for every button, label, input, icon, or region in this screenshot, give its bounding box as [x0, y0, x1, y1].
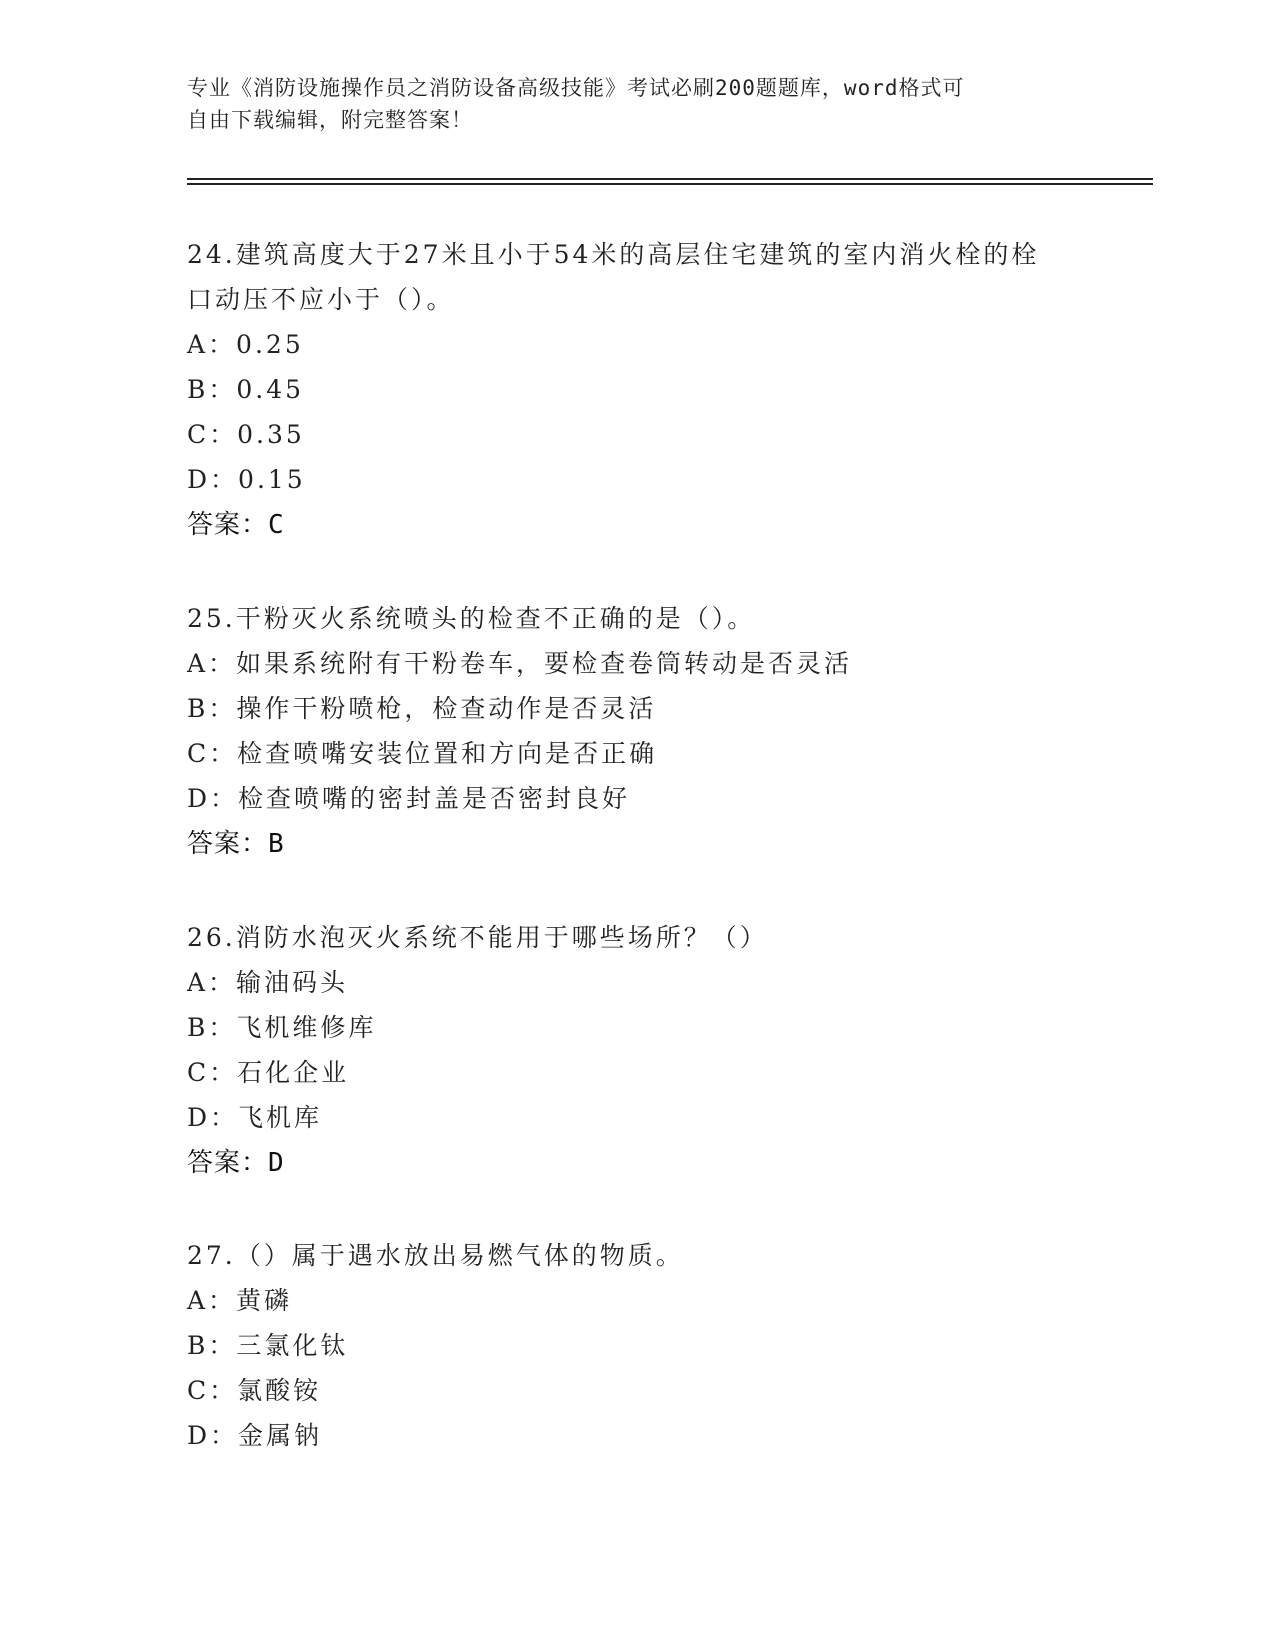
header-line-2: 自由下载编辑，附完整答案！: [187, 108, 473, 132]
option-d: D：检查喷嘴的密封盖是否密封良好: [187, 784, 631, 813]
option-c: C：检查喷嘴安装位置和方向是否正确: [187, 739, 658, 768]
answer-line: 答案：B: [187, 829, 285, 859]
option-b: B：三氯化钛: [187, 1331, 349, 1360]
option-d: D：金属钠: [187, 1421, 323, 1450]
document-header: [187, 72, 1067, 136]
option-d: D：0.15: [187, 465, 306, 494]
option-c: C：氯酸铵: [187, 1376, 322, 1405]
option-c: C：石化企业: [187, 1058, 350, 1087]
question-stem: 25.干粉灭火系统喷头的检查不正确的是（）。: [187, 604, 756, 633]
question-24: [187, 232, 1087, 548]
header-line-1: 专业《消防设施操作员之消防设备高级技能》考试必刷200题题库，word格式可: [187, 76, 965, 100]
answer-line: 答案：C: [187, 510, 285, 540]
header-divider-top: [187, 178, 1153, 180]
option-b: B：操作干粉喷枪，检查动作是否灵活: [187, 694, 657, 723]
header-divider-bottom: [187, 183, 1153, 185]
option-d: D：飞机库: [187, 1103, 323, 1132]
question-stem-continued: 口动压不应小于（）。: [187, 285, 455, 314]
question-stem: 26.消防水泡灭火系统不能用于哪些场所？（）: [187, 923, 768, 952]
option-a: A：输油码头: [187, 968, 349, 997]
option-a: A：黄磷: [187, 1286, 293, 1315]
option-b: B：飞机维修库: [187, 1013, 377, 1042]
option-a: A：如果系统附有干粉卷车，要检查卷筒转动是否灵活: [187, 649, 853, 678]
answer-line: 答案：D: [187, 1148, 285, 1178]
question-27: [187, 1233, 1087, 1458]
question-stem: 27.（）属于遇水放出易燃气体的物质。: [187, 1241, 684, 1270]
question-25: [187, 596, 1087, 867]
question-stem: 24.建筑高度大于27米且小于54米的高层住宅建筑的室内消火栓的栓: [187, 240, 1040, 269]
option-c: C：0.35: [187, 420, 305, 449]
option-b: B：0.45: [187, 375, 305, 404]
question-26: [187, 915, 1087, 1186]
option-a: A：0.25: [187, 330, 304, 359]
